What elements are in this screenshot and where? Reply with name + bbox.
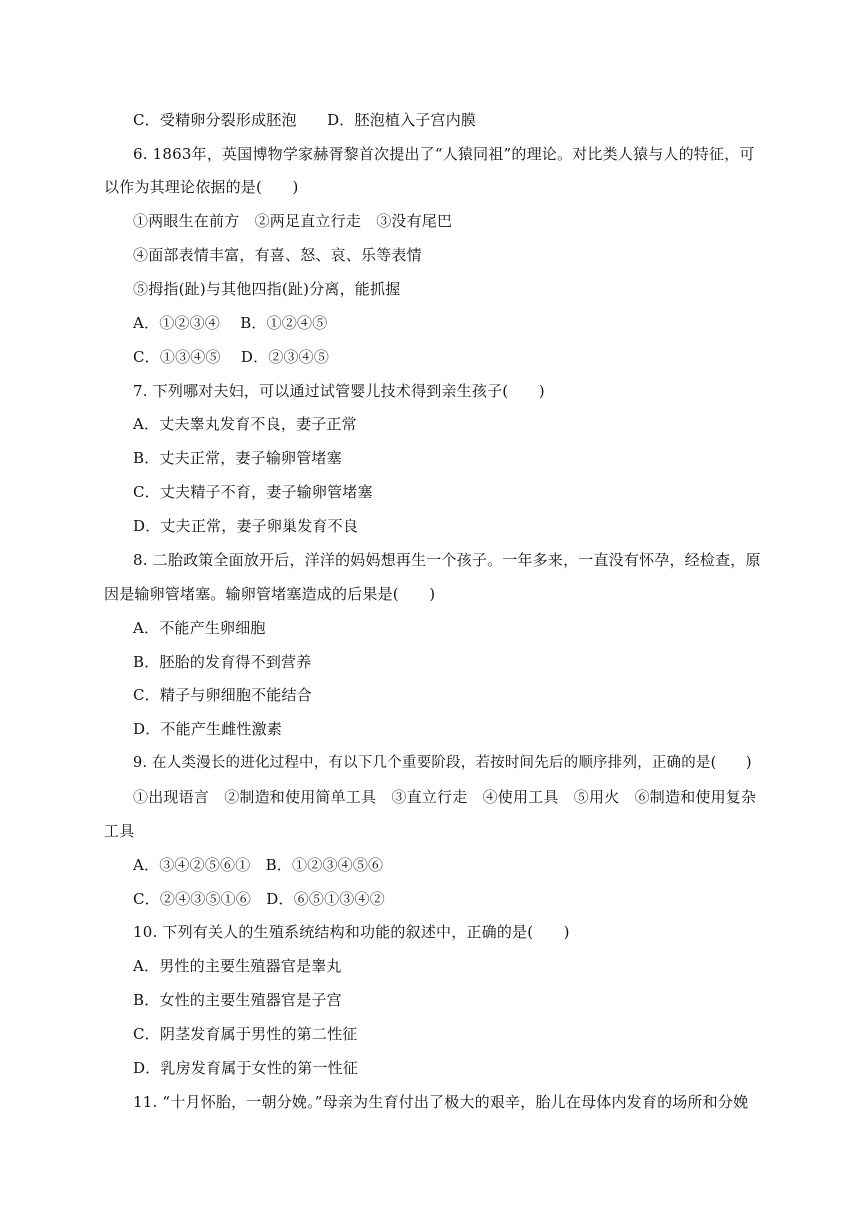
option-line: C．受精卵分裂形成胚泡 D．胚泡植入子宫内膜 — [133, 111, 477, 129]
option-line: D．丈夫正常，妻子卵巢发育不良 — [133, 517, 359, 535]
option-line: B．丈夫正常，妻子输卵管堵塞 — [133, 449, 342, 467]
option-line: B．女性的主要生殖器官是子宫 — [133, 991, 342, 1009]
statement-line: ①出现语言 ②制造和使用简单工具 ③直立行走 ④使用工具 ⑤用火 ⑥制造和使用复杂 — [133, 788, 757, 806]
question-10-stem: 10. 下列有关人的生殖系统结构和功能的叙述中，正确的是( ) — [133, 923, 570, 941]
option-line: B．胚胎的发育得不到营养 — [133, 653, 312, 671]
question-11-stem: 11. “十月怀胎，一朝分娩。”母亲为生育付出了极大的艰辛，胎儿在母体内发育的场所和分娩 — [133, 1093, 749, 1111]
option-line: C．阴茎发育属于男性的第二性征 — [133, 1025, 358, 1043]
option-line: D．不能产生雌性激素 — [133, 720, 283, 738]
statement-line-continued: 工具 — [104, 822, 135, 840]
option-line: A．男性的主要生殖器官是睾丸 — [133, 957, 342, 975]
option-line: C．精子与卵细胞不能结合 — [133, 686, 312, 704]
option-line: A．丈夫睾丸发育不良，妻子正常 — [133, 415, 357, 433]
question-8-stem-continued: 因是输卵管堵塞。输卵管堵塞造成的后果是( ) — [104, 585, 436, 603]
option-line: A．③④②⑤⑥① B．①②③④⑤⑥ — [133, 856, 384, 874]
option-line: D．乳房发育属于女性的第一性征 — [133, 1059, 359, 1077]
question-9-stem: 9. 在人类漫长的进化过程中，有以下几个重要阶段，若按时间先后的顺序排列，正确的是( ) — [133, 755, 752, 771]
question-6-stem: 6. 1863年，英国博物学家赫胥黎首次提出了“人猿同祖”的理论。对比类人猿与人的特征，可 — [133, 145, 755, 163]
option-line: C．②④③⑤①⑥ D．⑥⑤①③④② — [133, 890, 385, 908]
statement-line: ④面部表情丰富，有喜、怒、哀、乐等表情 — [133, 246, 422, 264]
statement-line: ①两眼生在前方 ②两足直立行走 ③没有尾巴 — [133, 212, 453, 230]
option-line: C．①③④⑤ D．②③④⑤ — [133, 348, 330, 366]
option-line: C．丈夫精子不育，妻子输卵管堵塞 — [133, 483, 373, 501]
question-7-stem: 7. 下列哪对夫妇，可以通过试管婴儿技术得到亲生孩子( ) — [133, 382, 545, 400]
option-line: A．不能产生卵细胞 — [133, 619, 266, 637]
question-6-stem-continued: 以作为其理论依据的是( ) — [104, 178, 299, 196]
question-8-stem: 8. 二胎政策全面放开后，洋洋的妈妈想再生一个孩子。一年多来，一直没有怀孕，经检查，原 — [133, 551, 761, 569]
option-line: A．①②③④ B．①②④⑤ — [133, 314, 328, 332]
statement-line: ⑤拇指(趾)与其他四指(趾)分离，能抓握 — [133, 280, 401, 298]
